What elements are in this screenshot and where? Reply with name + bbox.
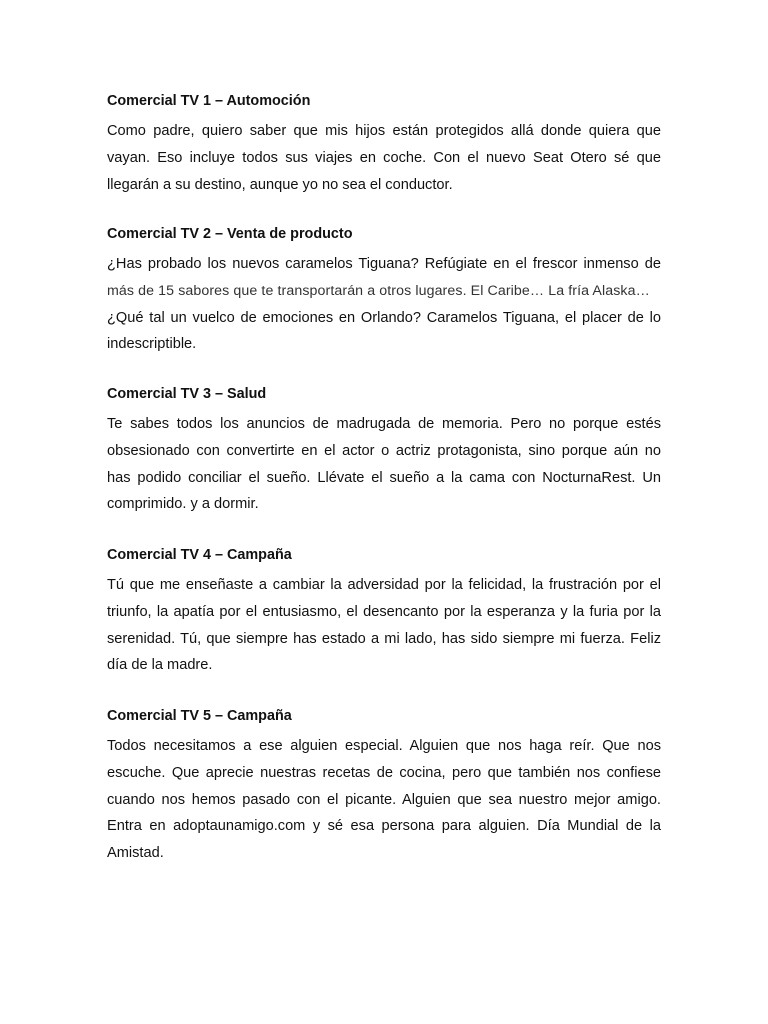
ad-line: Tú que me enseñaste a cambiar la adversidad por la felicidad, la frustración por el [107,577,661,593]
ad-line: triunfo, la apatía por el entusiasmo, el desencanto por la esperanza y la furia por la [107,603,661,620]
ad-line: Como padre, quiero saber que mis hijos están protegidos allá donde quiera que [107,123,661,139]
ad-line: cuando nos hemos pasado con el picante. Alguien que sea nuestro mejor amigo. [107,791,661,808]
ad-line: serenidad. Tú, que siempre has estado a mi lado, has sido siempre mi fuerza. Feliz [107,630,661,647]
ad-heading: Comercial TV 1 – Automoción [107,93,311,109]
ad-section-2 [107,225,661,358]
ad-section-4 [107,546,661,679]
ad-line: Entra en adoptaunamigo.com y sé esa persona para alguien. Día Mundial de la [107,818,661,835]
ad-line: más de 15 sabores que te transportarán a otros lugares. El Caribe… La fría Alaska… [107,282,650,299]
ad-heading: Comercial TV 4 – Campaña [107,547,292,563]
ad-line: has podido conciliar el sueño. Llévate el sueño a la cama con NocturnaRest. Un [107,469,661,486]
ad-line: obsesionado con convertirte en el actor o actriz protagonista, sino porque aún no [107,442,661,459]
ad-line: Todos necesitamos a ese alguien especial. Alguien que nos haga reír. Que nos [107,738,661,754]
ad-line: ¿Qué tal un vuelco de emociones en Orlando? Caramelos Tiguana, el placer de lo [107,309,661,326]
ad-line: vayan. Eso incluye todos sus viajes en coche. Con el nuevo Seat Otero sé que [107,149,661,166]
ad-line: día de la madre. [107,657,213,674]
ad-section-5 [107,707,661,867]
ad-line: comprimido. y a dormir. [107,496,259,513]
ad-line: Amistad. [107,845,164,862]
ad-line: indescriptible. [107,336,197,353]
ad-section-3 [107,385,661,518]
ad-line: Te sabes todos los anuncios de madrugada de memoria. Pero no porque estés [107,416,661,432]
ad-line: escuche. Que aprecie nuestras recetas de cocina, pero que también nos confiese [107,764,661,781]
ad-heading: Comercial TV 3 – Salud [107,386,267,402]
ad-line: ¿Has probado los nuevos caramelos Tiguana? Refúgiate en el frescor inmenso de [107,256,661,272]
ad-line: llegarán a su destino, aunque yo no sea el conductor. [107,176,453,193]
ad-section-1 [107,92,661,198]
ad-heading: Comercial TV 2 – Venta de producto [107,226,353,242]
ad-heading: Comercial TV 5 – Campaña [107,708,292,724]
